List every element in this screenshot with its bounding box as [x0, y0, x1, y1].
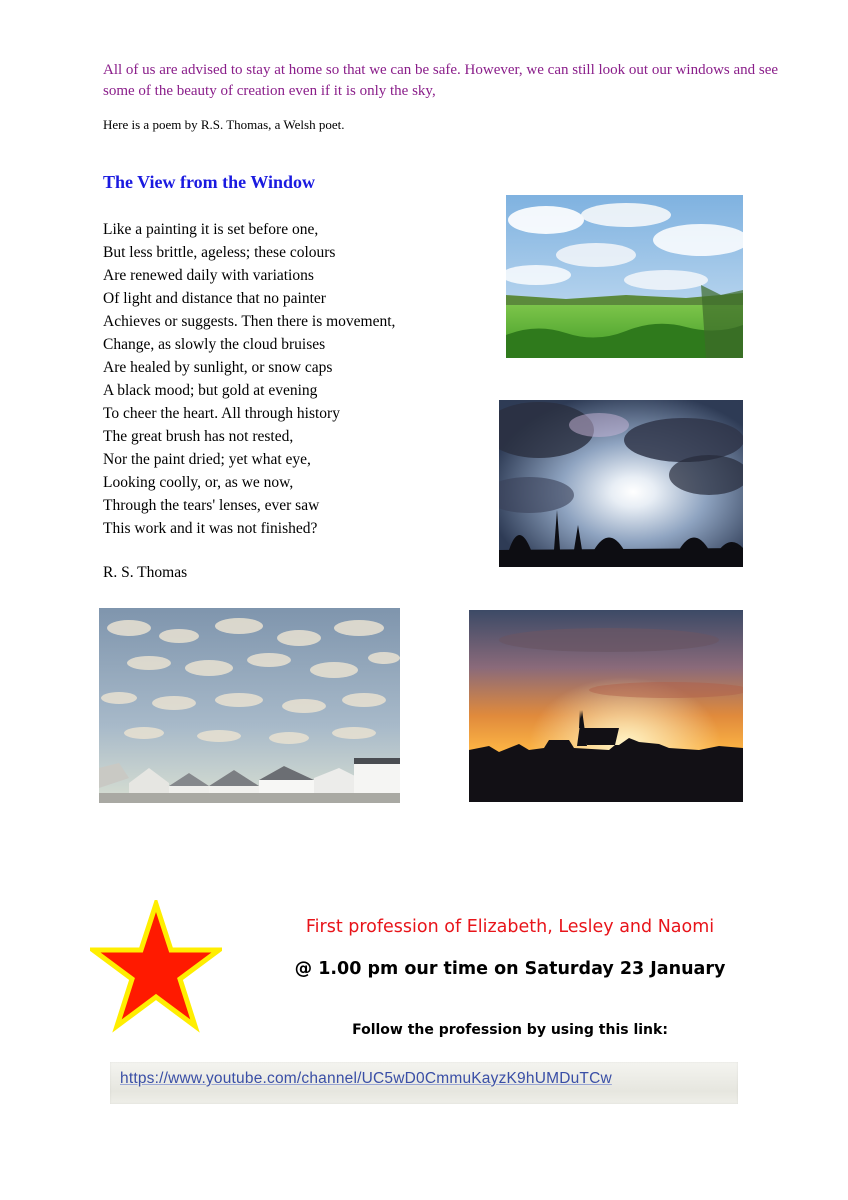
link-banner: [110, 1062, 738, 1104]
poem-line: To cheer the heart. All through history: [103, 405, 340, 422]
poem-line: Through the tears' lenses, ever saw: [103, 497, 320, 514]
poem-line: Are healed by sunlight, or snow caps: [103, 359, 333, 376]
intro-paragraph: All of us are advised to stay at home so that we can be safe. However, we can still look out our windows and see some of the beauty of creation even if it is only the sky,: [103, 62, 779, 99]
star-icon: [90, 900, 222, 1036]
poem-line: Looking coolly, or, as we now,: [103, 474, 294, 491]
poem-author: R. S. Thomas: [103, 564, 188, 581]
youtube-link[interactable]: https://www.youtube.com/channel/UC5wD0CmmuKayzK9hUMDuTCw: [120, 1070, 612, 1087]
poem-line: Like a painting it is set before one,: [103, 221, 319, 238]
poem-byline: Here is a poem by R.S. Thomas, a Welsh poet.: [103, 117, 345, 132]
profession-time: @ 1.00 pm our time on Saturday 23 January: [294, 959, 726, 979]
poem-line: Of light and distance that no painter: [103, 290, 326, 307]
poem-line: The great brush has not rested,: [103, 428, 294, 445]
field-sky-photo: [506, 195, 743, 358]
mackerel-sky-photo: [99, 608, 400, 803]
poem-line: Change, as slowly the cloud bruises: [103, 336, 326, 353]
poem-line: This work and it was not finished?: [103, 520, 318, 537]
profession-heading: First profession of Elizabeth, Lesley and Naomi: [305, 917, 715, 937]
poem-line: Nor the paint dried; yet what eye,: [103, 451, 311, 468]
follow-instruction: Follow the profession by using this link:: [352, 1022, 668, 1038]
poem-title: The View from the Window: [103, 172, 316, 192]
sunset-photo: [469, 610, 743, 802]
poem-line: But less brittle, ageless; these colours: [103, 244, 336, 261]
poem-line: A black mood; but gold at evening: [103, 382, 318, 399]
poem-line: Are renewed daily with variations: [103, 267, 314, 284]
poem-body: [103, 218, 493, 540]
poem-line: Achieves or suggests. Then there is movement,: [103, 313, 396, 330]
dramatic-clouds-photo: [499, 400, 743, 567]
